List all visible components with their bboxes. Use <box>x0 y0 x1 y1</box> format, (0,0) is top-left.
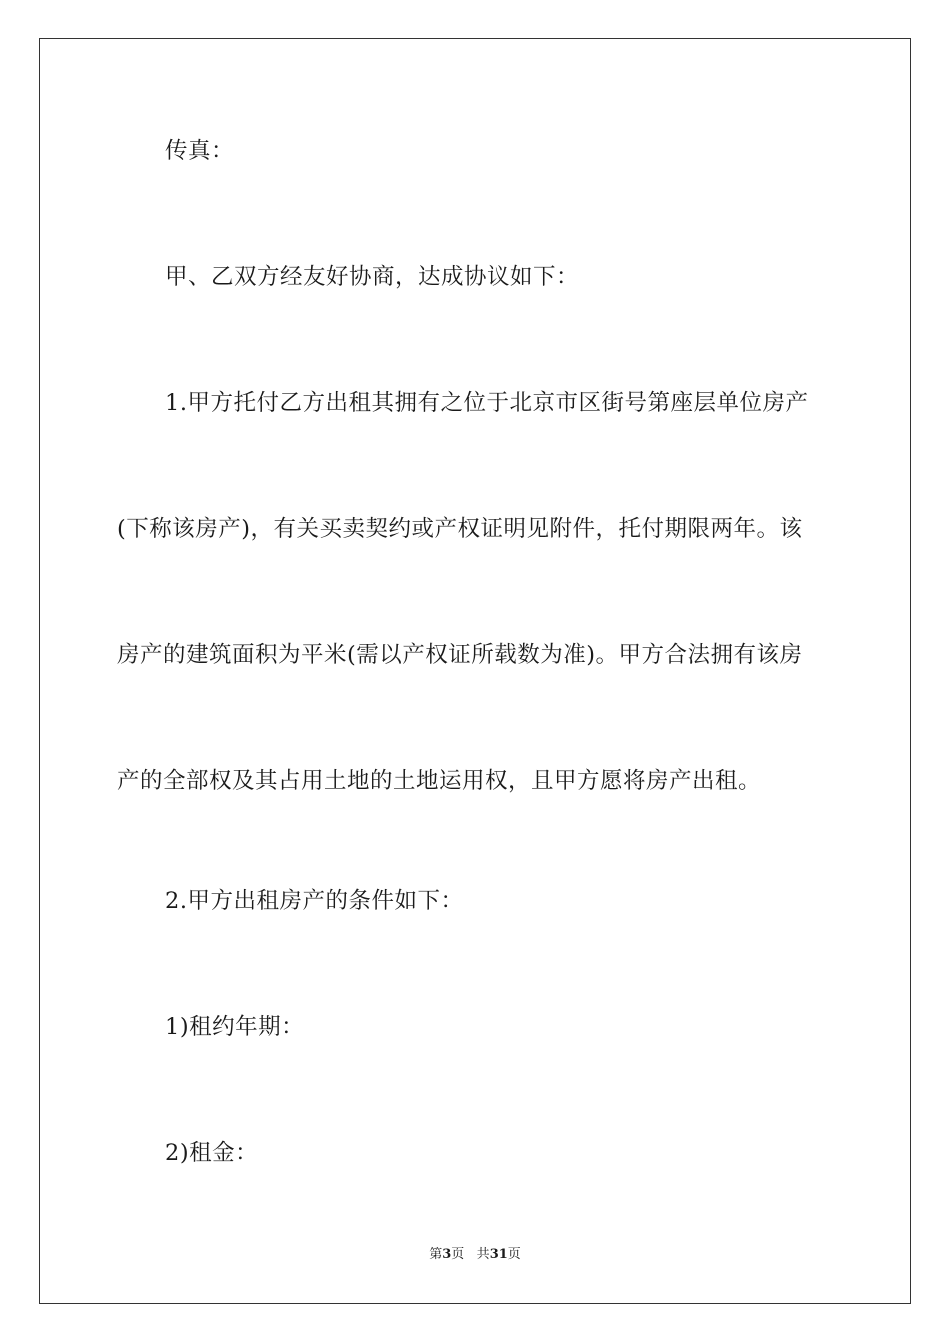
paragraph-fax: 传真： <box>165 138 235 164</box>
page-footer <box>0 1246 950 1264</box>
paragraph-clause-1-line-3: 房产的建筑面积为平米(需以产权证所载数为准)。甲方合法拥有该房 <box>117 642 803 668</box>
paragraph-clause-1-line-1: 1.甲方托付乙方出租其拥有之位于北京市区街号第座层单位房产 <box>165 390 809 416</box>
footer-total-unit: 页 <box>507 1247 521 1262</box>
paragraph-clause-2: 2.甲方出租房产的条件如下： <box>165 888 464 914</box>
paragraph-clause-1-line-2: (下称该房产)，有关买卖契约或产权证明见附件，托付期限两年。该 <box>117 516 803 542</box>
paragraph-agreement-intro: 甲、乙双方经友好协商，达成协议如下： <box>165 264 580 290</box>
footer-page-prefix: 第 <box>429 1247 443 1262</box>
footer-total-prefix: 共 <box>476 1247 490 1262</box>
paragraph-lease-term: 1)租约年期： <box>165 1014 305 1040</box>
footer-page-total: 31 <box>489 1247 508 1262</box>
paragraph-rent: 2)租金： <box>165 1140 259 1166</box>
page-frame <box>39 38 911 1304</box>
paragraph-clause-1-line-4: 产的全部权及其占用土地的土地运用权，且甲方愿将房产出租。 <box>117 768 762 794</box>
footer-page-current: 3 <box>442 1247 452 1262</box>
footer-page-unit: 页 <box>451 1247 465 1262</box>
